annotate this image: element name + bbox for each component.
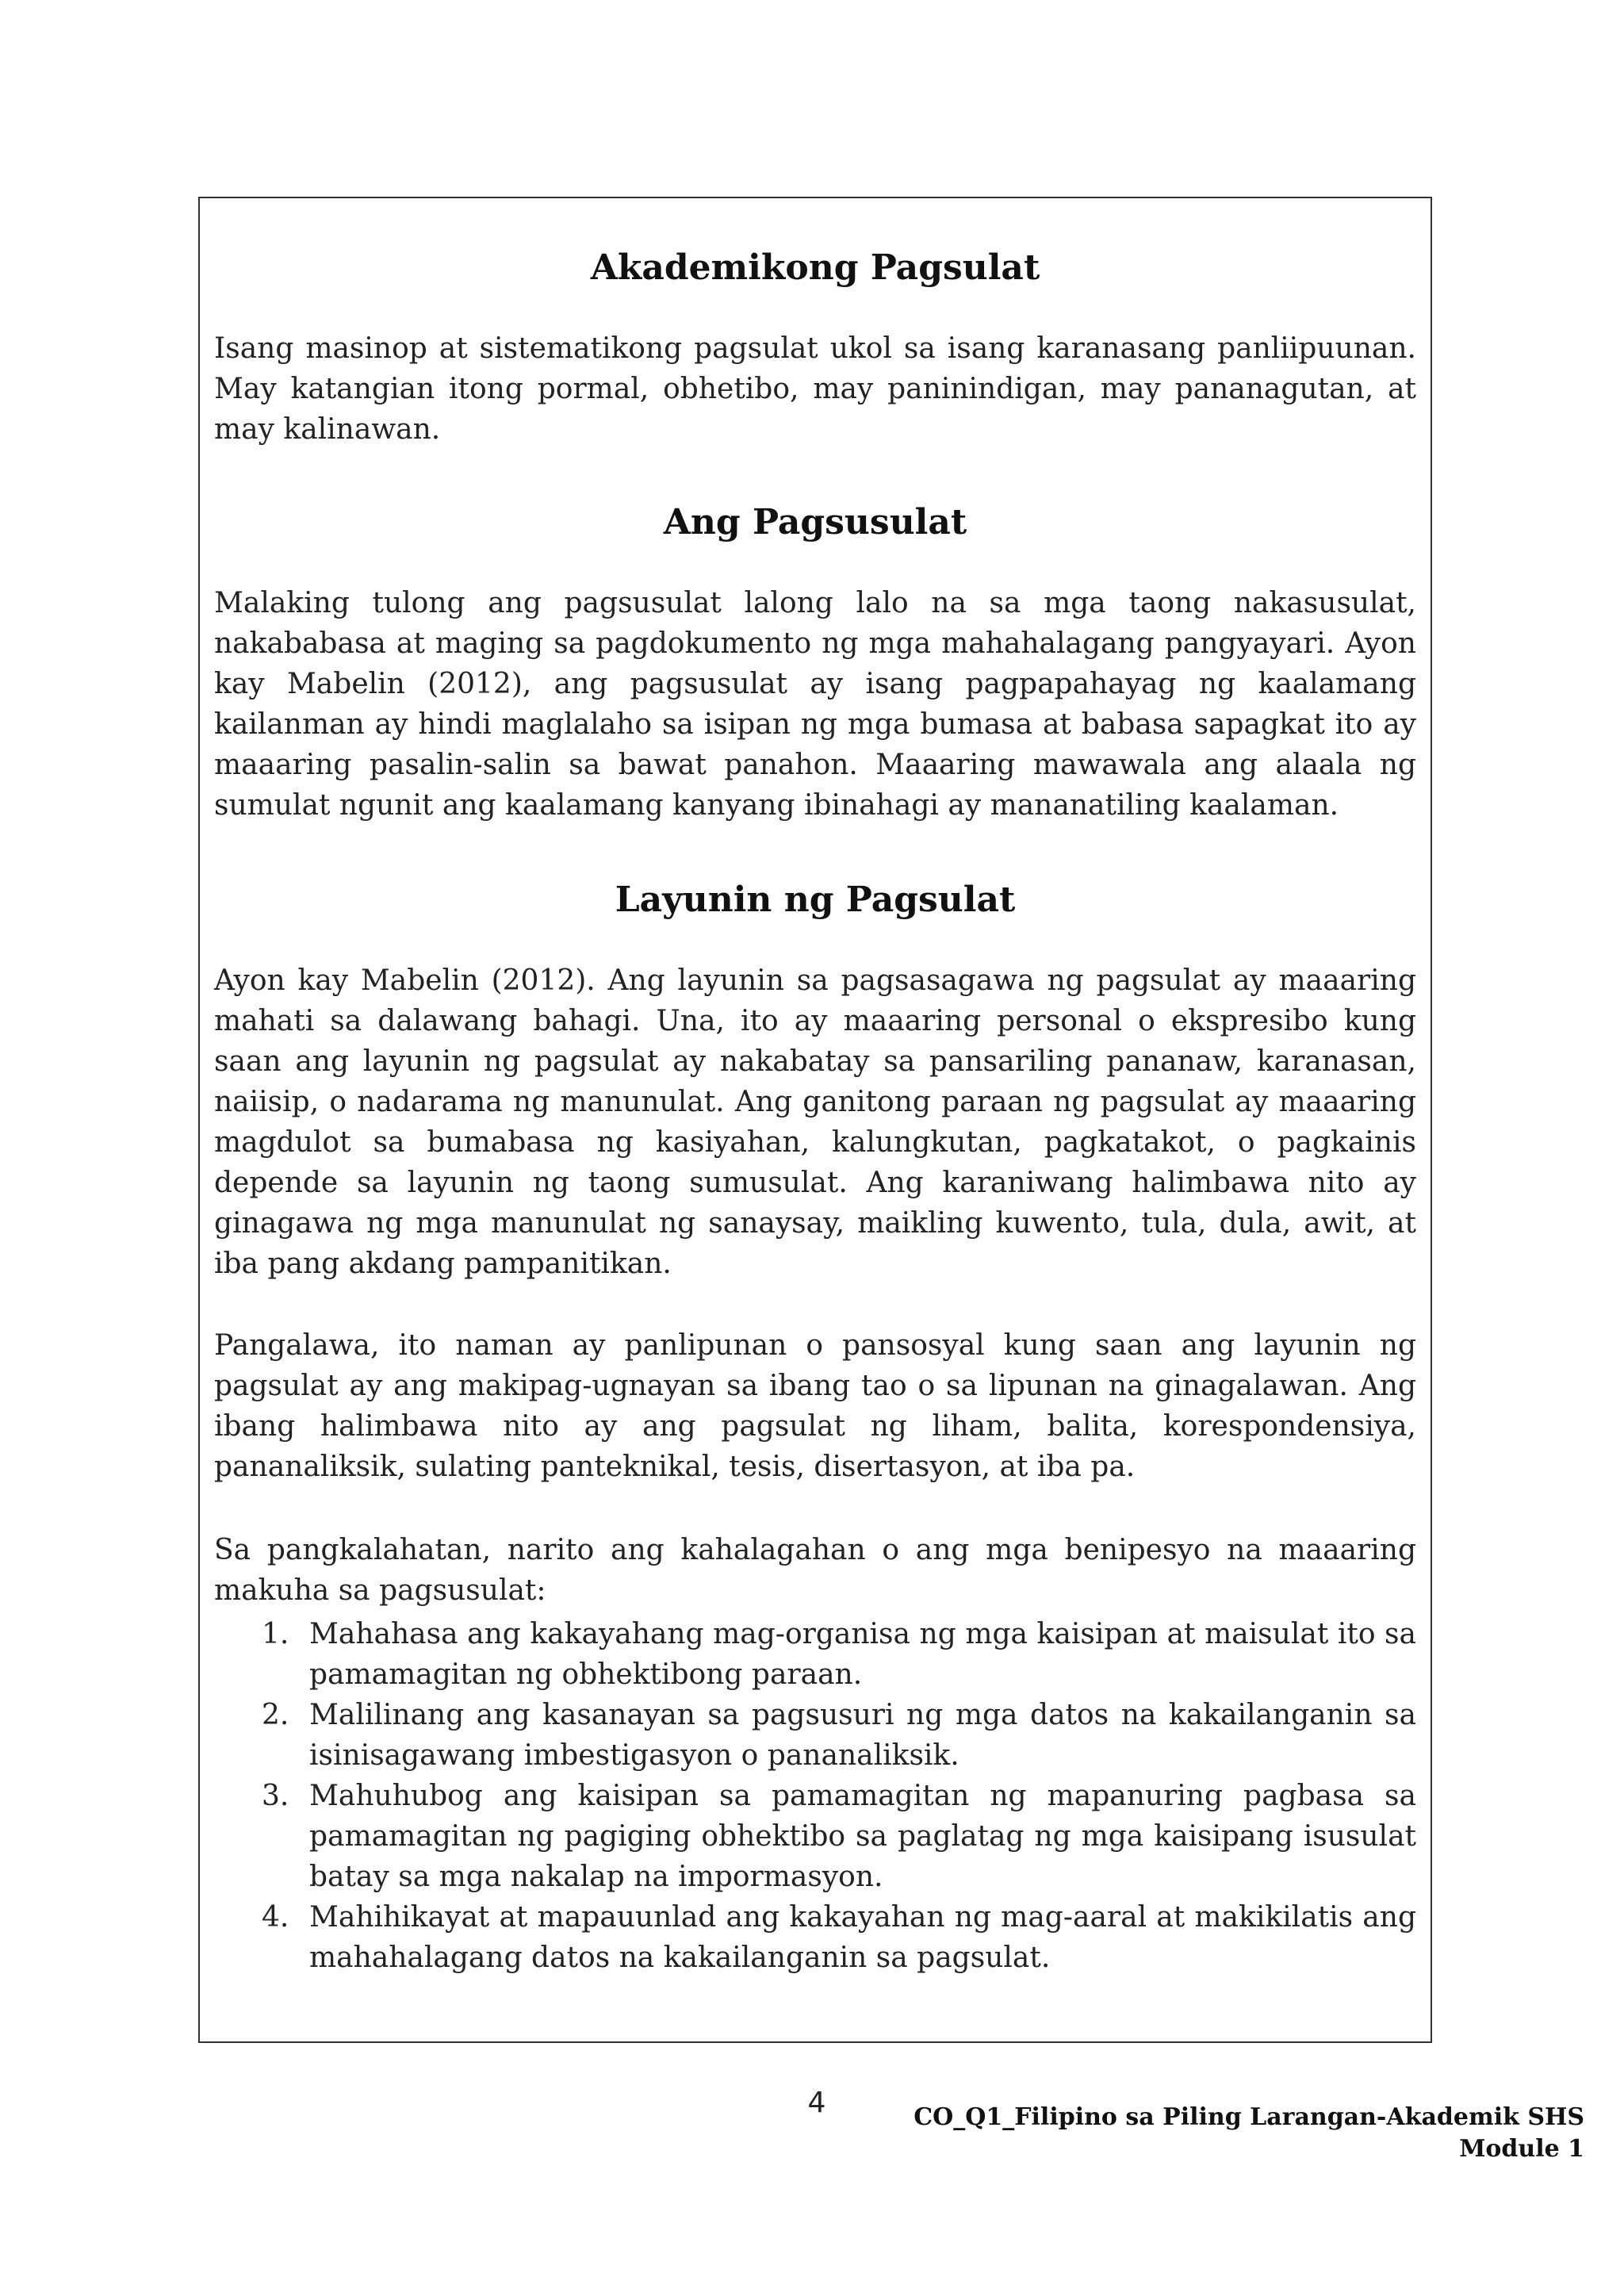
footer-module-label: Module 1: [1459, 2135, 1584, 2163]
paragraph-definition: Isang masinop at sistematikong pagsulat ukol sa isang karanasang panliipuunan. May katangian itong pormal, obhetibo, may paninindigan, may pananagutan, at may kalinawan.: [214, 332, 1416, 446]
paragraph-benefits-intro: Sa pangkalahatan, narito ang kahalagahan o ang mga benipesyo na maaaring makuha sa pagsusulat:: [214, 1534, 1416, 1607]
list-item: [214, 1776, 1416, 1897]
heading-akademikong-pagsulat: Akademikong Pagsulat: [590, 247, 1040, 288]
list-item-number: 2.: [262, 1699, 289, 1731]
list-item-number: 3.: [262, 1780, 289, 1812]
content-box: [198, 197, 1432, 2043]
paragraph-layunin-una: Ayon kay Mabelin (2012). Ang layunin sa pagsasagawa ng pagsulat ay maaaring mahati sa dalawang bahagi. Una, ito ay maaaring personal o ekspresibo kung saan ang layunin ng pagsulat ay nakabatay sa pansariling pananaw, karanasan, naiisip, o nadarama ng manunulat. Ang ganitong paraan ng pagsulat ay maaaring magdulot sa bumabasa ng kasiyahan, kalungkutan, pagkatakot, o pagkainis depende sa layunin ng taong sumusulat. Ang karaniwang halimbawa nito ay ginagawa ng mga manunulat ng sanaysay, maikling kuwento, tula, dula, awit, at iba pang akdang pampanitikan.: [214, 964, 1416, 1280]
list-item-number: 1.: [262, 1618, 289, 1650]
list-item-text: Malilinang ang kasanayan sa pagsusuri ng mga datos na kakailanganin sa isinisagawang imbestigasyon o pananaliksik.: [309, 1699, 1416, 1772]
heading-ang-pagsusulat: Ang Pagsusulat: [663, 502, 967, 542]
footer-module-info: [914, 2102, 1584, 2165]
benefits-list: [214, 1614, 1416, 1978]
list-item: [214, 1614, 1416, 1695]
footer-module-code: CO_Q1_Filipino sa Piling Larangan-Akademik SHS: [914, 2103, 1584, 2131]
list-item-number: 4.: [262, 1901, 289, 1934]
list-item-text: Mahuhubog ang kaisipan sa pamamagitan ng mapanuring pagbasa sa pamamagitan ng pagiging obhektibo sa paglatag ng mga kaisipang isusulat batay sa mga nakalap na impormasyon.: [309, 1780, 1416, 1893]
list-item-text: Mahahasa ang kakayahang mag-organisa ng mga kaisipan at maisulat ito sa pamamagitan ng obhektibong paraan.: [309, 1618, 1416, 1691]
list-item-text: Mahihikayat at mapauunlad ang kakayahan ng mag-aaral at makikilatis ang mahahalagang datos na kakailanganin sa pagsulat.: [309, 1901, 1416, 1974]
heading-layunin-ng-pagsulat: Layunin ng Pagsulat: [615, 880, 1016, 920]
paragraph-pagsusulat: Malaking tulong ang pagsusulat lalong lalo na sa mga taong nakasusulat, nakababasa at maging sa pagdokumento ng mga mahahalagang pangyayari. Ayon kay Mabelin (2012), ang pagsusulat ay isang pagpapahayag ng kaalamang kailanman ay hindi maglalaho sa isipan ng mga bumasa at babasa sapagkat ito ay maaaring pasalin-salin sa bawat panahon. Maaaring mawawala ang alaala ng sumulat ngunit ang kaalamang kanyang ibinahagi ay mananatiling kaalaman.: [214, 587, 1416, 822]
page-number: 4: [807, 2087, 826, 2119]
list-item: [214, 1695, 1416, 1776]
list-item: [214, 1897, 1416, 1978]
paragraph-layunin-pangalawa: Pangalawa, ito naman ay panlipunan o pansosyal kung saan ang layunin ng pagsulat ay ang makipag-ugnayan sa ibang tao o sa lipunan na ginagalawan. Ang ibang halimbawa nito ay ang pagsulat ng liham, balita, korespondensiya, pananaliksik, sulating panteknikal, tesis, disertasyon, at iba pa.: [214, 1329, 1416, 1483]
